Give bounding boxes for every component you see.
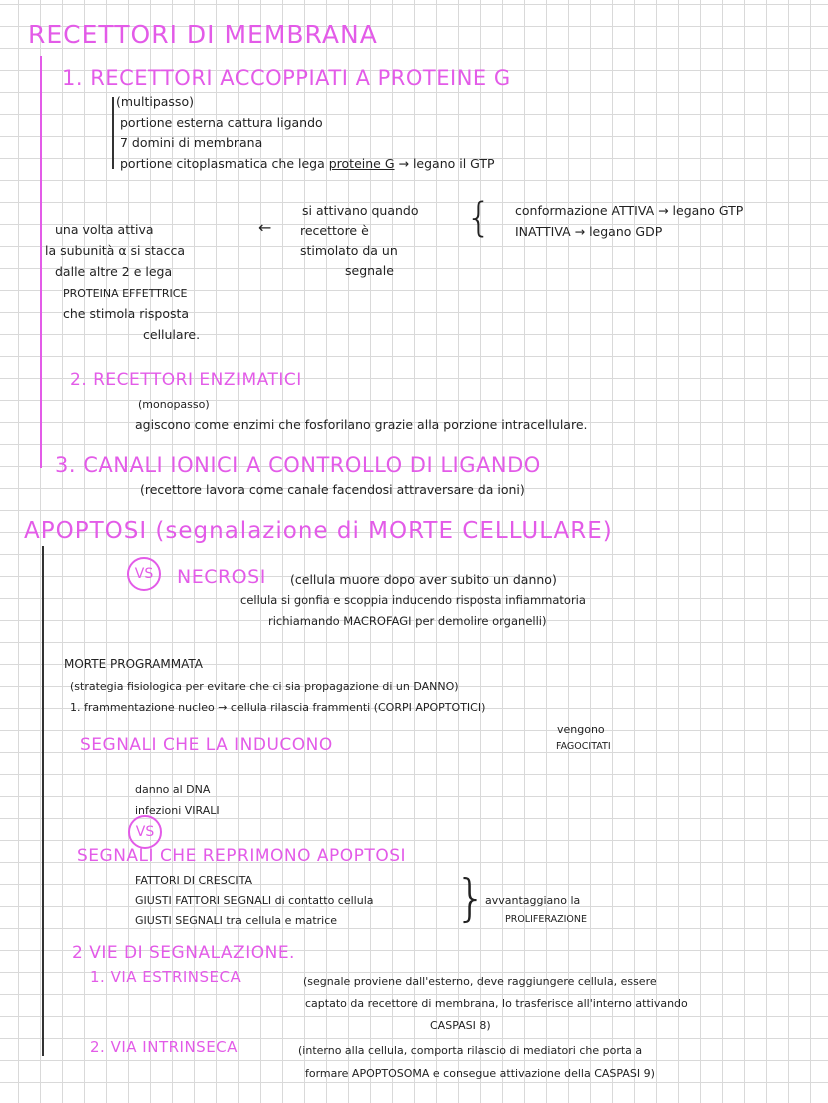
state-line: INATTIVA → legano GDP bbox=[515, 224, 663, 239]
note: (monopasso) bbox=[138, 398, 210, 411]
note: FAGOCITATI bbox=[556, 741, 611, 752]
vs-circle-icon: VS bbox=[128, 815, 162, 849]
heading-pathways: 2 VIE DI SEGNALAZIONE. bbox=[72, 943, 295, 963]
description: (recettore lavora come canale facendosi attraversare da ioni) bbox=[140, 482, 525, 497]
effect: avvantaggiano la bbox=[485, 894, 581, 907]
list-item: GIUSTI SEGNALI tra cellula e matrice bbox=[135, 914, 338, 927]
description: (segnale proviene dall'esterno, deve raggiungere cellula, essere bbox=[303, 975, 657, 988]
activation-line: recettore è bbox=[300, 223, 369, 238]
vs-circle-icon: VS bbox=[127, 557, 161, 591]
heading-necrosis: NECROSI bbox=[177, 566, 266, 588]
heading-ion-channels: 3. CANALI IONICI A CONTROLLO DI LIGANDO bbox=[55, 453, 541, 477]
text: portione citoplasmatica che lega bbox=[120, 156, 325, 171]
activation-line: si attivano quando bbox=[302, 203, 419, 218]
underlined-text: proteine G bbox=[328, 156, 395, 171]
activation-line: segnale bbox=[345, 263, 394, 278]
note: vengono bbox=[557, 723, 605, 736]
list-item: FATTORI DI CRESCITA bbox=[135, 874, 253, 887]
pathway-label: 1. VIA ESTRINSECA bbox=[90, 968, 242, 986]
g-subpoints-line bbox=[112, 97, 114, 169]
description: cellula si gonfia e scoppia inducendo risposta infiammatoria bbox=[240, 593, 586, 607]
pathway-label: 2. VIA INTRINSECA bbox=[90, 1038, 238, 1056]
description: formare APOPTOSOMA e consegue attivazione della CASPASI 9) bbox=[305, 1067, 655, 1080]
state-line: conformazione ATTIVA → legano GTP bbox=[515, 203, 744, 218]
text: → legano il GTP bbox=[398, 156, 495, 171]
receptors-bracket-line bbox=[40, 56, 42, 468]
once-active: la subunità α si stacca bbox=[45, 243, 185, 258]
once-active: dalle altre 2 e lega bbox=[55, 264, 173, 279]
step: 1. frammentazione nucleo → cellula rilascia frammenti (CORPI APOPTOTICI) bbox=[70, 701, 486, 714]
heading-inducers: SEGNALI CHE LA INDUCONO bbox=[80, 735, 333, 755]
description: captato da recettore di membrana, lo trasferisce all'interno attivando bbox=[305, 997, 688, 1010]
title-receptors: RECETTORI DI MEMBRANA bbox=[28, 20, 378, 49]
once-active: cellulare. bbox=[143, 327, 201, 342]
right-brace: } bbox=[455, 869, 487, 927]
list-item: portione esterna cattura ligando bbox=[120, 115, 323, 130]
once-active: che stimola risposta bbox=[63, 306, 190, 321]
heading-g-receptors: 1. RECETTORI ACCOPPIATI A PROTEINE G bbox=[62, 66, 511, 90]
description: (interno alla cellula, comporta rilascio di mediatori che porta a bbox=[298, 1044, 643, 1057]
list-item bbox=[120, 158, 495, 171]
description: CASPASI 8) bbox=[430, 1019, 491, 1032]
once-active: PROTEINA EFFETTRICE bbox=[63, 287, 188, 300]
activation-line: stimolato da un bbox=[300, 243, 398, 258]
apoptosis-bracket-line bbox=[42, 546, 44, 1056]
note: (strategia fisiologica per evitare che ci sia propagazione di un DANNO) bbox=[70, 680, 459, 693]
list-item: danno al DNA bbox=[135, 783, 211, 796]
description: richiamando MACROFAGI per demolire organelli) bbox=[268, 614, 547, 628]
heading-repressors: SEGNALI CHE REPRIMONO APOPTOSI bbox=[77, 846, 407, 866]
note: (multipasso) bbox=[116, 94, 194, 109]
heading-programmed-death: MORTE PROGRAMMATA bbox=[64, 657, 203, 671]
left-arrow: ← bbox=[258, 218, 272, 237]
description: agiscono come enzimi che fosforilano grazie alla porzione intracellulare. bbox=[135, 417, 588, 432]
description: (cellula muore dopo aver subito un danno) bbox=[290, 572, 557, 587]
heading-enzymatic: 2. RECETTORI ENZIMATICI bbox=[70, 370, 302, 390]
list-item: GIUSTI FATTORI SEGNALI di contatto cellula bbox=[135, 894, 374, 907]
list-item: 7 domini di membrana bbox=[120, 135, 263, 150]
effect: PROLIFERAZIONE bbox=[505, 914, 587, 925]
title-apoptosis: APOPTOSI (segnalazione di MORTE CELLULARE) bbox=[24, 518, 613, 544]
list-item: infezioni VIRALI bbox=[135, 804, 220, 817]
once-active: una volta attiva bbox=[55, 222, 154, 237]
curly-brace: { bbox=[466, 195, 492, 241]
